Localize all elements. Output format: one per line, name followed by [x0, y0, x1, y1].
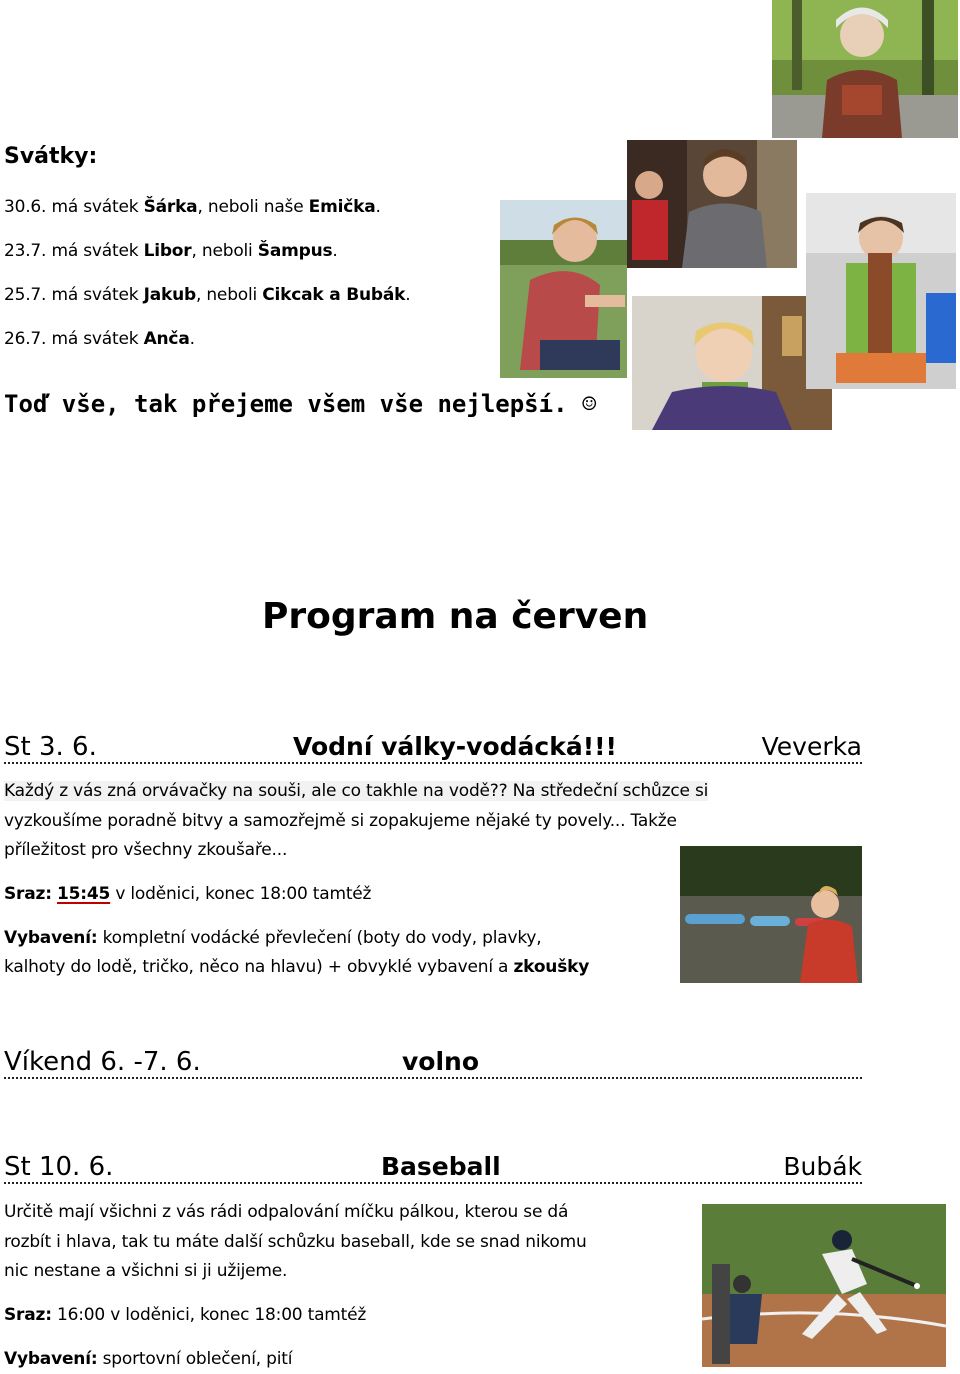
svatky-text: má svátek: [51, 197, 144, 217]
event-sraz: [4, 1305, 366, 1325]
svatky-item: [4, 285, 410, 305]
svatky-name: Anča: [143, 329, 190, 349]
sraz-time: 15:45: [57, 884, 111, 904]
svatky-date: 25.7.: [4, 285, 47, 305]
svatky-text: má svátek: [51, 241, 144, 261]
svatky-name: Libor: [143, 241, 192, 261]
vybaveni-label: Vybavení:: [4, 928, 98, 948]
svatky-nick: Cikcak a Bubák: [262, 285, 406, 305]
divider: [4, 1182, 862, 1184]
sraz-label: Sraz:: [4, 1305, 52, 1325]
event-desc-line: [4, 781, 708, 801]
event-title: volno: [402, 1047, 480, 1076]
event-leader: Veverka: [761, 732, 862, 761]
event-date: Víkend 6. -7. 6.: [4, 1047, 201, 1077]
svatky-wish: Toď vše, tak přejeme všem vše nejlepší. ☺: [4, 390, 597, 418]
svatky-name: Jakub: [143, 285, 196, 305]
svatky-nick: Emička: [308, 197, 376, 217]
event-desc-line: příležitost pro všechny zkoušaře...: [4, 840, 288, 860]
svatky-text: má svátek: [51, 285, 144, 305]
vybaveni-text: kalhoty do lodě, tričko, něco na hlavu) + obvyklé vybavení a: [4, 957, 514, 977]
event-leader: Bubák: [783, 1152, 862, 1181]
photo-girl-scarf: [632, 296, 832, 430]
vybaveni-text: sportovní oblečení, pití: [97, 1349, 293, 1369]
vybaveni-text: kompletní vodácké převlečení (boty do vody, plavky,: [97, 928, 542, 948]
svatky-date: 30.6.: [4, 197, 47, 217]
sraz-label: Sraz:: [4, 884, 52, 904]
photo-boys-indoor: [627, 140, 797, 268]
photo-cyclist: [772, 0, 958, 138]
event-date: St 10. 6.: [4, 1152, 114, 1182]
event-desc-line: nic nestane a všichni si ji užijeme.: [4, 1261, 288, 1281]
event-desc-line: vyzkoušíme poradně bitvy a samozřejmě si zopakujeme nějaké ty povely... Takže: [4, 811, 677, 831]
svatky-item: [4, 197, 381, 217]
event-vybaveni: [4, 1349, 292, 1369]
event-date: St 3. 6.: [4, 732, 97, 762]
event-desc-text: Každý z vás zná orvávačky na souši, ale co takhle na vodě?? Na středeční schůzce si: [4, 781, 709, 801]
photo-baseball: [702, 1204, 946, 1367]
sraz-text: v loděnici, konec 18:00 tamtéž: [110, 884, 372, 904]
svatky-title: Svátky:: [4, 144, 98, 169]
photo-rafting: [680, 846, 862, 983]
program-title: Program na červen: [262, 596, 649, 637]
svatky-item: [4, 241, 338, 261]
svatky-text: , neboli: [195, 285, 263, 305]
svatky-date: 23.7.: [4, 241, 47, 261]
vybaveni-label: Vybavení:: [4, 1349, 98, 1369]
svatky-text: , neboli: [191, 241, 258, 261]
svatky-text: .: [375, 197, 381, 217]
photo-boy-paddle: [806, 193, 956, 389]
event-vybaveni: [4, 928, 541, 948]
svatky-text: .: [405, 285, 411, 305]
svatky-text: .: [332, 241, 338, 261]
event-title: Baseball: [381, 1152, 501, 1181]
divider: [4, 1077, 862, 1079]
svatky-item: [4, 329, 195, 349]
divider: [4, 762, 862, 764]
event-desc-line: rozbít i hlava, tak tu máte další schůzku baseball, kde se snad nikomu: [4, 1232, 587, 1252]
svatky-nick: Šampus: [257, 241, 333, 261]
event-title: Vodní války-vodácká!!!: [293, 732, 617, 761]
vybaveni-bold: zkoušky: [513, 957, 590, 977]
event-sraz: [4, 884, 371, 904]
svatky-date: 26.7.: [4, 329, 47, 349]
photo-boy-grass: [500, 200, 627, 378]
svatky-text: má svátek: [51, 329, 144, 349]
event-desc-line: Určitě mají všichni z vás rádi odpalování míčku pálkou, kterou se dá: [4, 1202, 569, 1222]
svatky-text: , neboli naše: [197, 197, 309, 217]
svatky-text: .: [189, 329, 195, 349]
event-vybaveni-line: [4, 957, 589, 977]
sraz-text: 16:00 v loděnici, konec 18:00 tamtéž: [51, 1305, 367, 1325]
svatky-name: Šárka: [143, 197, 198, 217]
